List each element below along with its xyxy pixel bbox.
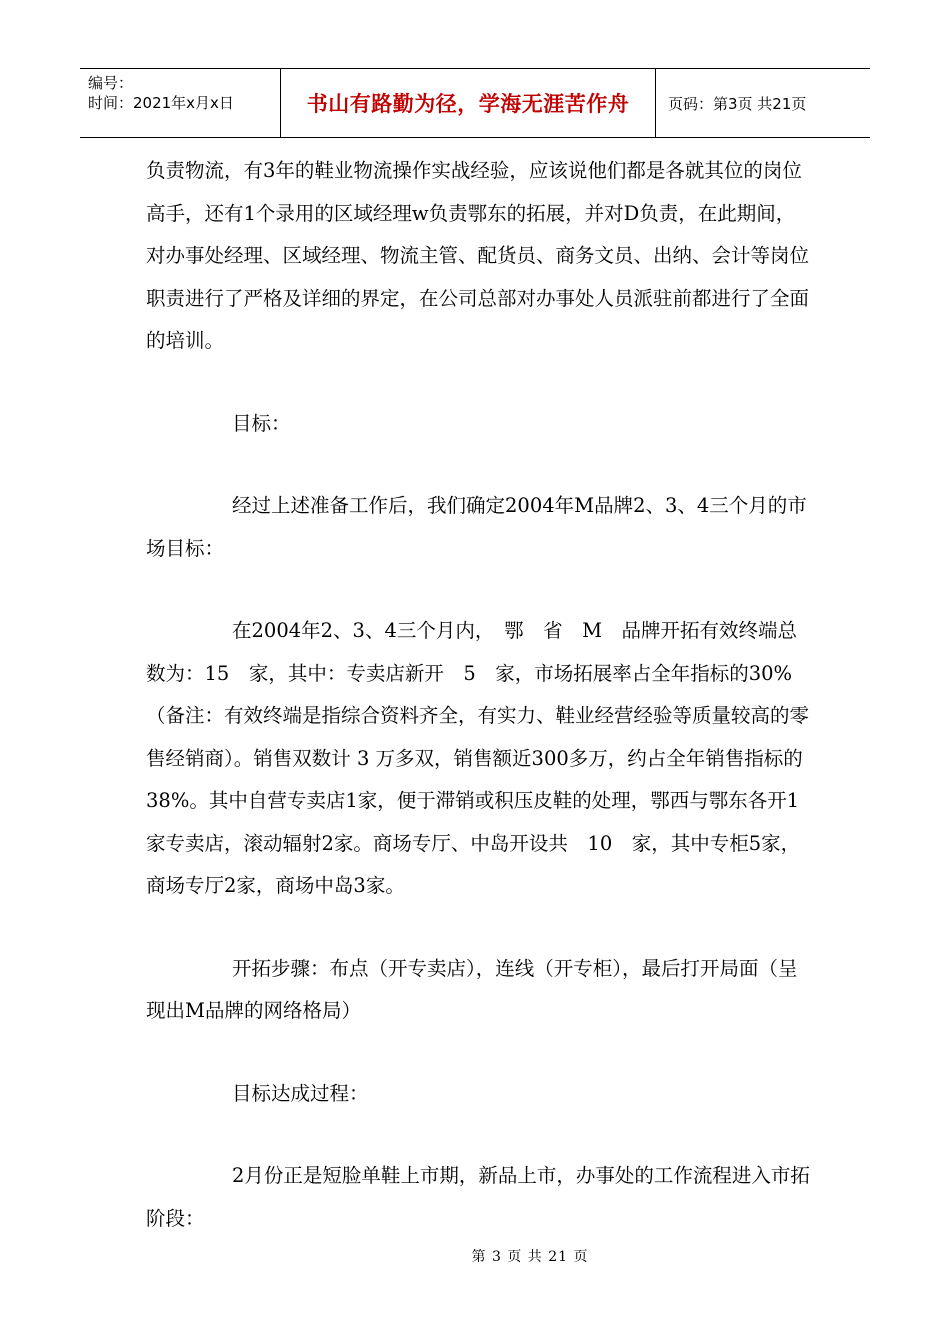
page-footer: 第 3 页 共 21 页 — [471, 1249, 589, 1265]
paragraph-february: 2月份正是短脸单鞋上市期，新品上市，办事处的工作流程进入市拓阶段： — [146, 1164, 810, 1230]
header-meta — [80, 69, 281, 137]
page-header — [80, 68, 870, 138]
heading-goal-process: 目标达成过程： — [232, 1081, 369, 1105]
header-motto: 书山有路勤为径，学海无涯苦作舟 — [281, 69, 656, 137]
document-number-label: 编号： — [88, 74, 134, 92]
document-body — [146, 150, 810, 1240]
document-time-label: 时间：2021年x月x日 — [88, 94, 234, 112]
paragraph-goal-intro: 经过上述准备工作后，我们确定2004年M品牌2、3、4三个月的市场目标： — [146, 494, 807, 560]
paragraph-goal-detail: 在2004年2、3、4三个月内， 鄂 省 M 品牌开拓有效终端总数为：15 家，其中：专卖店新开 5 家，市场拓展率占全年指标的30%（备注：有效终端是指综合资料齐全，有实力、鞋业经营经验等质量较高的零售经销商）。销售双数计 3 万多双，销售额近300多万，约占全年销售指标的38%。其中自营专卖店1家，便于滞销或积压皮鞋的处理，鄂西与鄂东各开1家专卖店，滚动辐射2家。商场专厅、中岛开设共 10 家，其中专柜5家，商场专厅2家，商场中岛3家。 — [146, 619, 810, 897]
header-page-info: 页码：第3页 共21页 — [668, 94, 807, 113]
heading-goal: 目标： — [232, 411, 291, 435]
paragraph-expansion-steps: 开拓步骤：布点（开专卖店），连线（开专柜），最后打开局面（呈现出M品牌的网络格局） — [146, 956, 798, 1022]
paragraph-continuation: 负责物流，有3年的鞋业物流操作实战经验，应该说他们都是各就其位的岗位高手，还有1个录用的区域经理w负责鄂东的拓展，并对D负责，在此期间，对办事处经理、区域经理、物流主管、配货员、商务文员、出纳、会计等岗位职责进行了严格及详细的界定，在公司总部对办事处人员派驻前都进行了全面的培训。 — [146, 159, 810, 352]
